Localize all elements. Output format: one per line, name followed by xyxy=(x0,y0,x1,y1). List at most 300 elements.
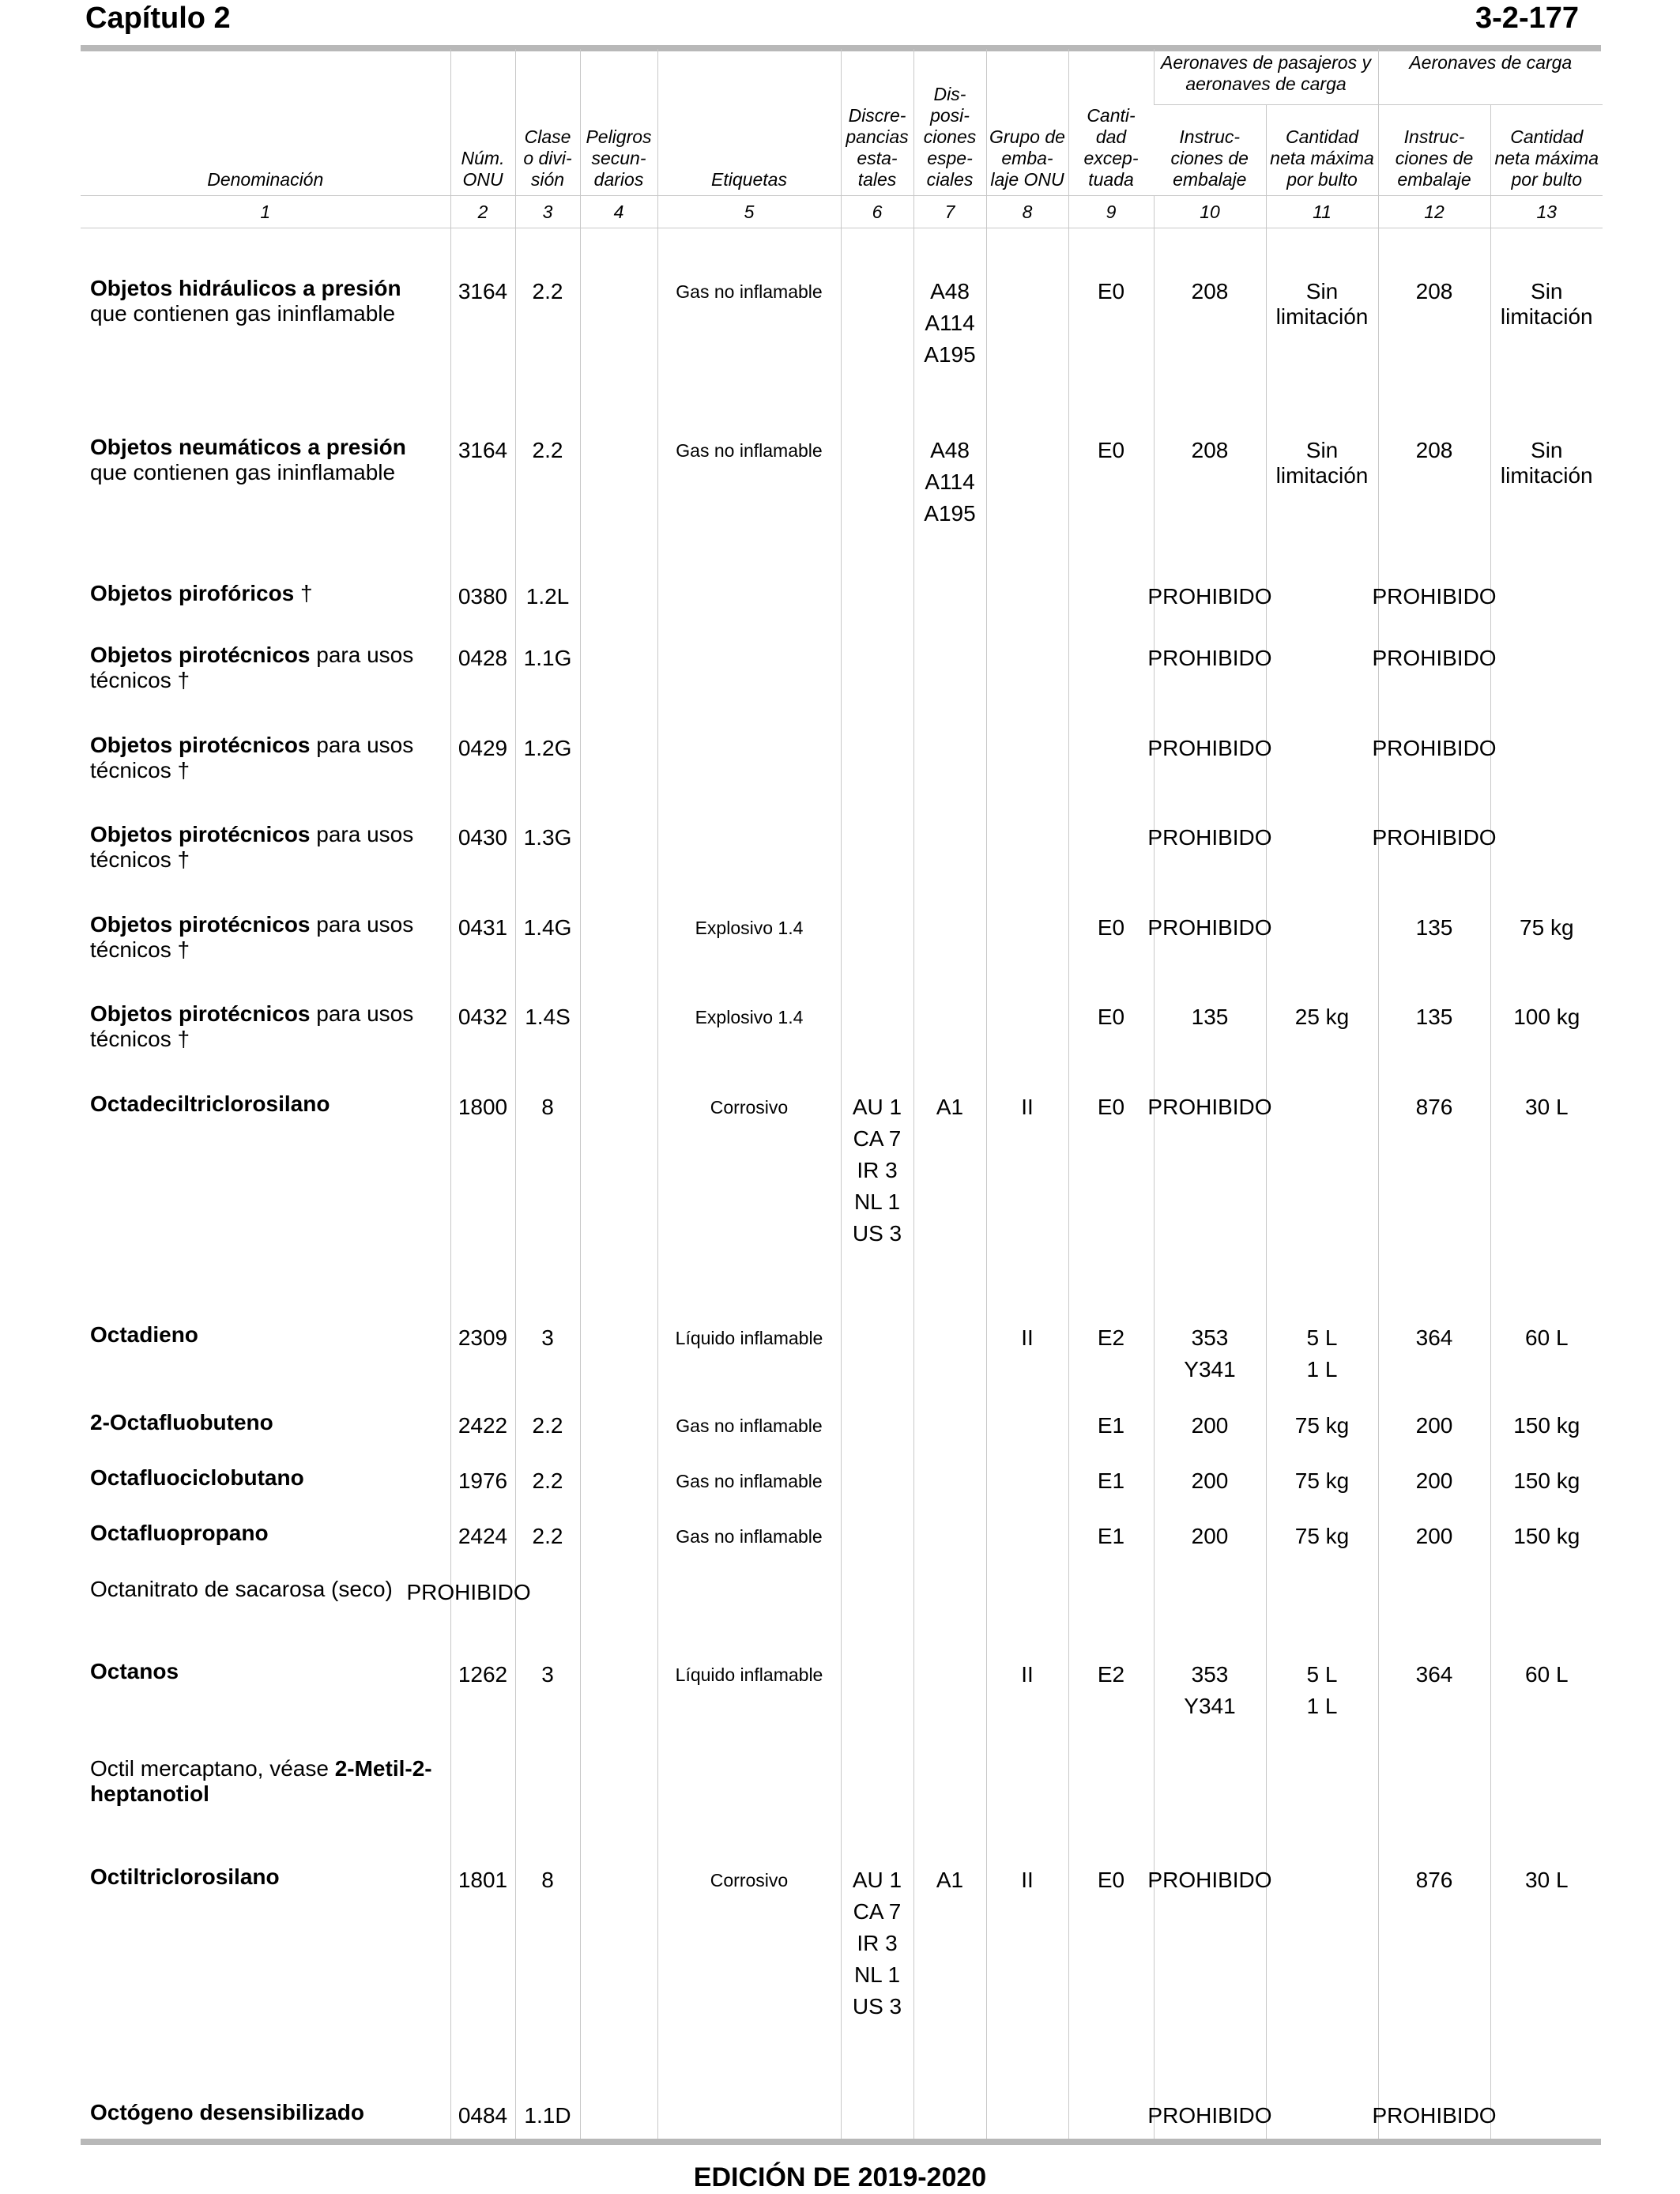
special-provision: A1 xyxy=(936,1094,964,1119)
cell-cantidad-exceptuada: E0 xyxy=(1068,1001,1154,1062)
packing-instruction: 364 xyxy=(1415,1662,1453,1687)
cell-etiquetas xyxy=(657,733,841,794)
spacer-cell xyxy=(841,2056,913,2100)
spacer-cell xyxy=(450,2056,515,2100)
row-spacer xyxy=(81,228,1603,276)
cell-instrucciones-cao xyxy=(1372,581,1497,619)
cell-cantidad-pax xyxy=(1266,1322,1378,1399)
spacer-cell xyxy=(450,1559,515,1577)
cell-clase: 1.4G xyxy=(515,912,580,973)
spacer-cell xyxy=(81,884,450,912)
spacer-cell xyxy=(450,1283,515,1322)
spacer-cell xyxy=(81,1399,450,1410)
spacer-cell xyxy=(841,1615,913,1659)
header-cantidad-exceptuada: Canti- dad excep- tuada xyxy=(1068,49,1154,195)
cell-denominacion xyxy=(81,1091,450,1283)
cell-discrepancias xyxy=(841,1864,913,2056)
cell-grupo-embalaje xyxy=(986,1756,1068,1817)
entry-name-bold: Objetos pirofóricos xyxy=(90,580,295,605)
cell-cantidad-exceptuada: E0 xyxy=(1068,276,1154,390)
table-row xyxy=(81,581,1603,619)
cell-instrucciones-pax xyxy=(1154,435,1266,549)
cell-instrucciones-pax xyxy=(1154,1659,1266,1736)
cell-cantidad-exceptuada: E1 xyxy=(1068,1465,1154,1503)
cell-cantidad-cao xyxy=(1490,1322,1603,1399)
cell-peligros xyxy=(580,2100,657,2139)
cell-cantidad-cao xyxy=(1490,1521,1603,1559)
cell-discrepancias xyxy=(841,1577,913,1615)
spacer-cell xyxy=(841,1559,913,1577)
spacer-cell xyxy=(657,1399,841,1410)
prohibido-wrap xyxy=(1147,643,1272,674)
spacer-cell xyxy=(913,1503,986,1521)
cell-cantidad-cao xyxy=(1490,435,1603,549)
cell-clase: 3 xyxy=(515,1659,580,1736)
spacer-cell xyxy=(1378,228,1490,276)
row-spacer xyxy=(81,1283,1603,1322)
cell-denominacion xyxy=(81,1864,450,2056)
spacer-cell xyxy=(1154,1503,1266,1521)
cell-clase: 8 xyxy=(515,1091,580,1283)
spacer-cell xyxy=(1266,973,1378,1001)
cell-discrepancias xyxy=(841,822,913,883)
prohibido-text: PROHIBIDO xyxy=(1147,646,1272,671)
spacer-cell xyxy=(841,1063,913,1091)
cell-cantidad-cao xyxy=(1490,1659,1603,1736)
cell-cantidad-exceptuada xyxy=(1068,1756,1154,1817)
cell-clase xyxy=(515,1756,580,1817)
spacer-cell xyxy=(1266,1615,1378,1659)
spacer-cell xyxy=(657,704,841,733)
spacer-cell xyxy=(81,1817,450,1864)
spacer-cell xyxy=(986,1063,1068,1091)
spacer-cell xyxy=(1378,1736,1490,1756)
max-net-quantity: 75 kg xyxy=(1294,1524,1350,1549)
cell-cantidad-pax xyxy=(1266,1521,1378,1559)
cell-etiquetas: Líquido inflamable xyxy=(657,1322,841,1399)
spacer-cell xyxy=(986,549,1068,581)
cell-cantidad-exceptuada xyxy=(1068,1577,1154,1615)
max-net-quantity: 1 L xyxy=(1306,1694,1338,1719)
row-spacer xyxy=(81,2056,1603,2100)
entry-name-bold: Objetos pirotécnicos xyxy=(90,732,311,757)
spacer-cell xyxy=(841,1503,913,1521)
spacer-cell xyxy=(657,884,841,912)
packing-instruction: 353 xyxy=(1191,1325,1229,1350)
cell-disposiciones xyxy=(913,643,986,703)
col-number: 5 xyxy=(657,195,841,228)
spacer-cell xyxy=(1068,973,1154,1001)
cell-discrepancias xyxy=(841,1410,913,1448)
spacer-cell xyxy=(1266,1283,1378,1322)
cell-cantidad-pax xyxy=(1266,276,1378,390)
cell-num-onu: 0429 xyxy=(450,733,515,794)
cell-instrucciones-cao xyxy=(1372,733,1497,794)
spacer-cell xyxy=(913,619,986,643)
prohibido-wrap xyxy=(406,1577,531,1608)
cell-cantidad-exceptuada: E0 xyxy=(1068,435,1154,549)
spacer-cell xyxy=(1490,619,1603,643)
cell-instrucciones-cao xyxy=(1372,822,1497,883)
spacer-cell xyxy=(657,619,841,643)
cell-discrepancias xyxy=(841,1465,913,1503)
spacer-cell xyxy=(1154,704,1266,733)
col-number: 3 xyxy=(515,195,580,228)
cell-num-onu: 0428 xyxy=(450,643,515,703)
spacer-cell xyxy=(1490,1448,1603,1465)
cell-clase: 3 xyxy=(515,1322,580,1399)
spacer-cell xyxy=(1068,549,1154,581)
table-row xyxy=(81,276,1603,390)
cell-num-onu: 1262 xyxy=(450,1659,515,1736)
entry-name-bold: Octógeno desensibilizado xyxy=(90,2100,364,2125)
prohibido-wrap xyxy=(1147,912,1272,944)
entry-name-bold: Octadieno xyxy=(90,1321,198,1347)
cell-cantidad-cao xyxy=(1490,1001,1603,1062)
cell-denominacion xyxy=(81,276,450,390)
cell-etiquetas: Gas no inflamable xyxy=(657,1465,841,1503)
entry-name-bold: 2-Octafluobuteno xyxy=(90,1409,273,1434)
spacer-cell xyxy=(450,1736,515,1756)
spacer-cell xyxy=(1068,390,1154,435)
row-spacer xyxy=(81,1817,1603,1864)
spacer-cell xyxy=(515,1063,580,1091)
spacer-cell xyxy=(1068,1399,1154,1410)
cell-instrucciones-cao xyxy=(1378,1465,1490,1503)
max-net-quantity: Sin limitación xyxy=(1500,278,1593,329)
cell-num-onu: 1800 xyxy=(450,1091,515,1283)
spacer-cell xyxy=(81,1615,450,1659)
spacer-cell xyxy=(81,390,450,435)
spacer-cell xyxy=(657,1559,841,1577)
col-number: 6 xyxy=(841,195,913,228)
cell-denominacion xyxy=(81,822,450,883)
cell-instrucciones-cao xyxy=(1378,1756,1490,1817)
max-net-quantity: Sin limitación xyxy=(1275,278,1369,329)
packing-instruction: 364 xyxy=(1415,1325,1453,1350)
spacer-cell xyxy=(1068,1063,1154,1091)
cell-cantidad-pax xyxy=(1266,435,1378,549)
prohibido-text: PROHIBIDO xyxy=(1147,1094,1272,1119)
spacer-cell xyxy=(515,1559,580,1577)
spacer-cell xyxy=(515,1817,580,1864)
cell-discrepancias xyxy=(841,1001,913,1062)
entry-name-bold: Objetos pirotécnicos xyxy=(90,1001,311,1027)
cell-cantidad-cao xyxy=(1490,276,1603,390)
cell-instrucciones-cao xyxy=(1378,1864,1490,2056)
entry-name-rest: que contienen gas ininflamable xyxy=(90,459,396,484)
cell-num-onu: 0484 xyxy=(450,2100,515,2139)
spacer-cell xyxy=(1490,884,1603,912)
entry-name-bold: Objetos pirotécnicos xyxy=(90,911,311,937)
cell-num-onu: 3164 xyxy=(450,435,515,549)
cell-cantidad-exceptuada: E1 xyxy=(1068,1521,1154,1559)
spacer-cell xyxy=(515,549,580,581)
spacer-cell xyxy=(841,1817,913,1864)
cell-denominacion xyxy=(81,2100,450,2139)
cell-discrepancias xyxy=(841,1659,913,1736)
spacer-cell xyxy=(986,1615,1068,1659)
spacer-cell xyxy=(657,1615,841,1659)
cell-instrucciones-pax xyxy=(1154,1521,1266,1559)
spacer-cell xyxy=(1378,549,1490,581)
cell-cantidad-exceptuada: E2 xyxy=(1068,1322,1154,1399)
cell-grupo-embalaje xyxy=(986,435,1068,549)
table-row xyxy=(81,1410,1603,1448)
spacer-cell xyxy=(1154,549,1266,581)
spacer-cell xyxy=(450,794,515,822)
spacer-cell xyxy=(580,1399,657,1410)
spacer-cell xyxy=(81,619,450,643)
cell-disposiciones xyxy=(913,1091,986,1283)
spacer-cell xyxy=(450,884,515,912)
table-row xyxy=(81,1521,1603,1559)
spacer-cell xyxy=(580,1503,657,1521)
spacer-cell xyxy=(515,390,580,435)
cell-peligros xyxy=(580,1465,657,1503)
spacer-cell xyxy=(1154,1399,1266,1410)
spacer-cell xyxy=(1266,1448,1378,1465)
spacer-cell xyxy=(913,1448,986,1465)
spacer-cell xyxy=(841,390,913,435)
cell-discrepancias xyxy=(841,733,913,794)
col-number: 8 xyxy=(986,195,1068,228)
max-net-quantity: 75 kg xyxy=(1294,1412,1350,1438)
cell-instrucciones-pax xyxy=(1147,643,1272,703)
prohibido-wrap xyxy=(1147,822,1272,854)
table-row xyxy=(81,643,1603,703)
packing-instruction: 200 xyxy=(1191,1468,1229,1493)
cell-clase: 8 xyxy=(515,1864,580,2056)
cell-denominacion xyxy=(81,1521,450,1559)
spacer-cell xyxy=(450,1817,515,1864)
cell-grupo-embalaje xyxy=(986,1410,1068,1448)
cell-instrucciones-pax xyxy=(1154,1465,1266,1503)
entry-name-rest: Octil mercaptano, véase xyxy=(90,1755,335,1781)
spacer-cell xyxy=(1490,390,1603,435)
spacer-cell xyxy=(986,1399,1068,1410)
cell-cantidad-cao xyxy=(1490,1465,1603,1503)
spacer-cell xyxy=(657,228,841,276)
cell-etiquetas xyxy=(657,643,841,703)
special-provision: A114 xyxy=(925,469,975,494)
cell-instrucciones-cao xyxy=(1378,912,1490,973)
discrepancy-code: AU 1 xyxy=(852,1868,902,1893)
cell-peligros xyxy=(580,912,657,973)
header-clase: Clase o divi- sión xyxy=(515,49,580,195)
spacer-cell xyxy=(913,390,986,435)
header-group-pasajeros: Aeronaves de pasajeros y aeronaves de carga xyxy=(1154,49,1378,104)
spacer-cell xyxy=(515,1615,580,1659)
dangerous-goods-table xyxy=(81,49,1603,2139)
header-etiquetas: Etiquetas xyxy=(657,49,841,195)
prohibido-text: PROHIBIDO xyxy=(1147,914,1272,940)
cell-disposiciones xyxy=(913,733,986,794)
spacer-cell xyxy=(450,228,515,276)
spacer-cell xyxy=(580,1283,657,1322)
cell-grupo-embalaje xyxy=(986,276,1068,390)
spacer-cell xyxy=(1266,2056,1378,2100)
special-provision: A48 xyxy=(930,437,970,462)
prohibido-text: PROHIBIDO xyxy=(406,1579,531,1604)
spacer-cell xyxy=(1154,884,1266,912)
cell-clase: 1.1D xyxy=(515,2100,580,2139)
spacer-cell xyxy=(81,2056,450,2100)
spacer-cell xyxy=(1154,228,1266,276)
special-provision: A48 xyxy=(930,278,970,303)
cell-instrucciones-pax xyxy=(1154,1410,1266,1448)
row-spacer xyxy=(81,1399,1603,1410)
spacer-cell xyxy=(1068,619,1154,643)
cell-instrucciones-cao xyxy=(1378,1091,1490,1283)
max-net-quantity: 25 kg xyxy=(1294,1005,1350,1030)
prohibido-wrap xyxy=(1372,581,1497,613)
prohibido-text: PROHIBIDO xyxy=(1147,825,1272,850)
spacer-cell xyxy=(913,1063,986,1091)
cell-peligros xyxy=(580,822,657,883)
cell-peligros xyxy=(580,276,657,390)
cell-cantidad-cao xyxy=(1490,1410,1603,1448)
cell-num-onu: 1801 xyxy=(450,1864,515,2056)
spacer-cell xyxy=(657,794,841,822)
spacer-cell xyxy=(1154,794,1266,822)
spacer-cell xyxy=(841,1448,913,1465)
cell-instrucciones-pax xyxy=(1154,276,1266,390)
spacer-cell xyxy=(1266,704,1378,733)
spacer-cell xyxy=(1068,1615,1154,1659)
cell-instrucciones-pax xyxy=(1147,1864,1272,2056)
spacer-cell xyxy=(515,2056,580,2100)
cell-denominacion xyxy=(81,733,450,794)
spacer-cell xyxy=(450,1503,515,1521)
cell-peligros xyxy=(580,1001,657,1062)
spacer-cell xyxy=(450,973,515,1001)
spacer-cell xyxy=(1154,2056,1266,2100)
cell-peligros xyxy=(580,435,657,549)
cell-clase: 1.4S xyxy=(515,1001,580,1062)
spacer-cell xyxy=(1378,619,1490,643)
spacer-cell xyxy=(1490,1736,1603,1756)
spacer-cell xyxy=(1378,794,1490,822)
cell-etiquetas xyxy=(657,2100,841,2139)
cell-clase: 2.2 xyxy=(515,1521,580,1559)
cell-denominacion xyxy=(81,1322,450,1399)
cell-cantidad-exceptuada: E1 xyxy=(1068,1410,1154,1448)
cell-instrucciones-cao xyxy=(1378,1410,1490,1448)
spacer-cell xyxy=(450,1063,515,1091)
cell-etiquetas: Explosivo 1.4 xyxy=(657,1001,841,1062)
cell-cantidad-exceptuada: E0 xyxy=(1068,1864,1154,2056)
cell-peligros xyxy=(580,1091,657,1283)
max-net-quantity: 150 kg xyxy=(1513,1524,1580,1549)
spacer-cell xyxy=(1490,794,1603,822)
table-body xyxy=(81,195,1603,2139)
spacer-cell xyxy=(1068,1448,1154,1465)
entry-name-bold: Objetos pirotécnicos xyxy=(90,643,311,668)
spacer-cell xyxy=(515,1399,580,1410)
spacer-cell xyxy=(657,549,841,581)
page-number: 3-2-177 xyxy=(1475,2,1579,35)
spacer-cell xyxy=(1266,794,1378,822)
cell-etiquetas xyxy=(657,822,841,883)
spacer-cell xyxy=(515,228,580,276)
spacer-cell xyxy=(986,704,1068,733)
cell-instrucciones-cao xyxy=(1378,1322,1490,1399)
spacer-cell xyxy=(913,2056,986,2100)
spacer-cell xyxy=(913,1615,986,1659)
max-net-quantity: Sin limitación xyxy=(1500,437,1593,488)
spacer-cell xyxy=(913,228,986,276)
row-spacer xyxy=(81,884,1603,912)
cell-num-onu: 3164 xyxy=(450,276,515,390)
cell-discrepancias xyxy=(841,2100,913,2139)
cell-etiquetas: Líquido inflamable xyxy=(657,1659,841,1736)
max-net-quantity: Sin limitación xyxy=(1275,437,1369,488)
spacer-cell xyxy=(515,1736,580,1756)
cell-discrepancias xyxy=(841,1091,913,1283)
special-provision: A195 xyxy=(924,500,976,526)
spacer-cell xyxy=(1266,619,1378,643)
spacer-cell xyxy=(515,1448,580,1465)
spacer-cell xyxy=(81,1063,450,1091)
table-row xyxy=(81,1864,1603,2056)
packing-instruction: 208 xyxy=(1191,278,1229,303)
discrepancy-code: NL 1 xyxy=(853,1189,901,1214)
spacer-cell xyxy=(81,794,450,822)
spacer-cell xyxy=(580,2056,657,2100)
cell-disposiciones xyxy=(913,912,986,973)
spacer-cell xyxy=(1490,704,1603,733)
spacer-cell xyxy=(986,2056,1068,2100)
spacer-cell xyxy=(580,1615,657,1659)
spacer-cell xyxy=(913,1399,986,1410)
spacer-cell xyxy=(450,1615,515,1659)
cell-instrucciones-pax xyxy=(1154,1322,1266,1399)
cell-instrucciones-pax xyxy=(1147,822,1272,883)
cell-instrucciones-cao xyxy=(1378,1577,1490,1615)
max-net-quantity: 60 L xyxy=(1525,1325,1569,1350)
spacer-cell xyxy=(657,1817,841,1864)
spacer-cell xyxy=(1266,1736,1378,1756)
spacer-cell xyxy=(841,1736,913,1756)
entry-name-bold: Octiltriclorosilano xyxy=(90,1864,280,1890)
spacer-cell xyxy=(1154,619,1266,643)
spacer-cell xyxy=(657,973,841,1001)
cell-disposiciones xyxy=(913,435,986,549)
spacer-cell xyxy=(913,1283,986,1322)
cell-grupo-embalaje xyxy=(986,1465,1068,1503)
prohibido-text: PROHIBIDO xyxy=(1147,2103,1272,2128)
spacer-cell xyxy=(81,549,450,581)
cell-etiquetas: Corrosivo xyxy=(657,1091,841,1283)
spacer-cell xyxy=(515,973,580,1001)
cell-disposiciones xyxy=(913,581,986,619)
packing-instruction: 200 xyxy=(1415,1524,1453,1549)
spacer-cell xyxy=(81,1559,450,1577)
cell-instrucciones-cao xyxy=(1378,276,1490,390)
packing-instruction: Y341 xyxy=(1184,1694,1236,1719)
spacer-cell xyxy=(1068,794,1154,822)
discrepancy-code: CA 7 xyxy=(853,1125,902,1151)
discrepancy-code: US 3 xyxy=(852,1220,902,1246)
spacer-cell xyxy=(657,1448,841,1465)
discrepancy-code: AU 1 xyxy=(852,1094,902,1119)
cell-clase: 2.2 xyxy=(515,1410,580,1448)
cell-instrucciones-cao xyxy=(1378,1001,1490,1062)
spacer-cell xyxy=(1490,1283,1603,1322)
col-number: 9 xyxy=(1068,195,1154,228)
spacer-cell xyxy=(515,1503,580,1521)
